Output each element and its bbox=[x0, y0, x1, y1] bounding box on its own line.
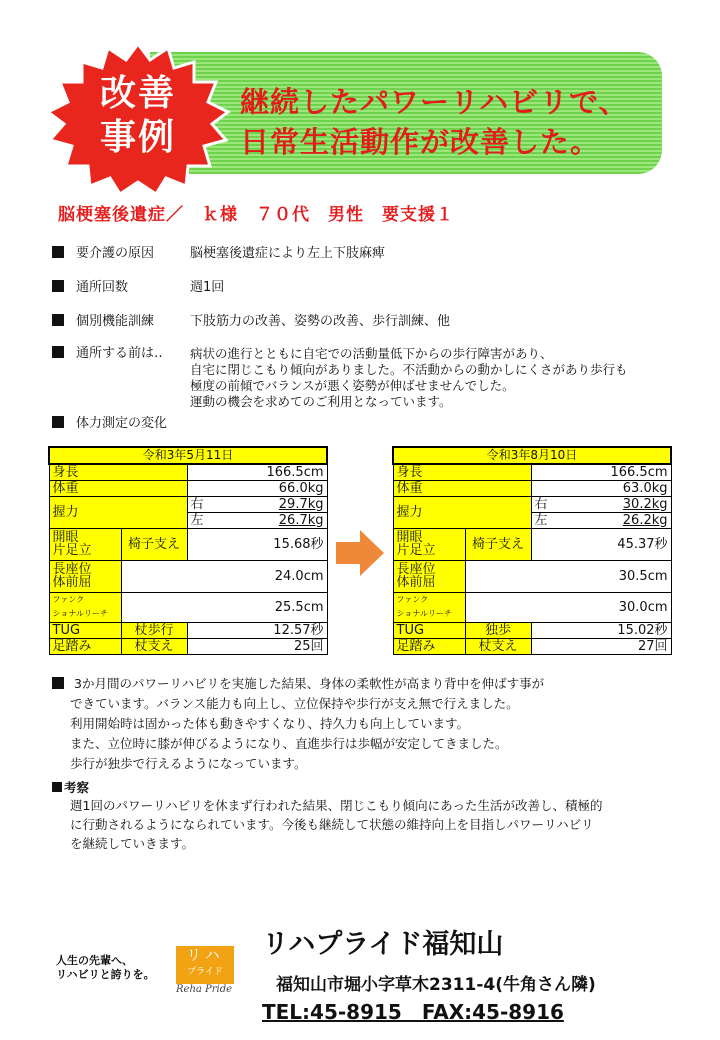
contact-phone-fax: TEL:45-8915 FAX:45-8916 bbox=[262, 1000, 564, 1024]
info-value: 週1回 bbox=[190, 280, 225, 295]
info-label: 要介護の原因 bbox=[76, 246, 155, 261]
paragraph-line: 歩行が独歩で行えるようになっています。 bbox=[70, 756, 307, 771]
value-height: 166.5cm bbox=[187, 464, 327, 480]
value-one-leg: 45.37秒 bbox=[531, 528, 671, 560]
label-line: 体前屈 bbox=[396, 575, 436, 590]
improvement-badge bbox=[40, 40, 236, 196]
value-sit-reach: 24.0cm bbox=[121, 560, 327, 592]
label-line: ファンク bbox=[52, 595, 85, 604]
slogan bbox=[56, 954, 155, 982]
paragraph-line: できています。バランス能力も向上し、立位保持や歩行が支え無で行えました。 bbox=[70, 696, 519, 711]
badge-line-2: 事例 bbox=[99, 117, 176, 158]
logo-signature: Reha Pride bbox=[176, 984, 233, 995]
label-line: 長座位 bbox=[396, 562, 436, 577]
info-value: 脳梗塞後遺症により左上下肢麻痺 bbox=[190, 246, 386, 261]
value-functional-reach: 30.0cm bbox=[465, 592, 671, 622]
row-label-height: 身長 bbox=[393, 464, 531, 480]
tug-aid: 独歩 bbox=[465, 622, 531, 638]
row-label-grip: 握力 bbox=[49, 496, 187, 528]
grip-right-label: 右 bbox=[190, 496, 204, 512]
grip-left-value: 26.7kg bbox=[278, 512, 324, 528]
label-line: 開眼 bbox=[396, 530, 423, 545]
row-label-weight: 体重 bbox=[49, 480, 187, 496]
value-sit-reach: 30.5cm bbox=[465, 560, 671, 592]
value-weight: 63.0kg bbox=[531, 480, 671, 496]
measurement-table-before bbox=[48, 446, 328, 655]
bullet-icon bbox=[52, 280, 64, 292]
row-label-sit-reach bbox=[49, 560, 121, 592]
badge-text bbox=[40, 72, 236, 160]
bullet-icon bbox=[52, 346, 64, 358]
chair-support: 椅子支え bbox=[121, 528, 187, 560]
value-grip-left bbox=[531, 512, 671, 528]
label-line: 開眼 bbox=[52, 530, 79, 545]
bullet-icon bbox=[52, 246, 64, 258]
value-step: 27回 bbox=[531, 638, 671, 654]
info-label: 通所する前は‥ bbox=[76, 346, 163, 361]
bullet-icon bbox=[52, 677, 64, 689]
slogan-line: 人生の先輩へ、 bbox=[56, 954, 133, 967]
info-value: 下肢筋力の改善、姿勢の改善、歩行訓練、他 bbox=[190, 314, 451, 329]
table-date: 令和3年8月10日 bbox=[393, 447, 671, 464]
row-label-functional-reach bbox=[393, 592, 465, 622]
value-tug: 12.57秒 bbox=[187, 622, 327, 638]
logo-line-1: リハ bbox=[186, 946, 224, 964]
value-one-leg: 15.68秒 bbox=[187, 528, 327, 560]
label-line: 長座位 bbox=[52, 562, 92, 577]
label-line: 片足立 bbox=[396, 543, 436, 558]
paragraph-line: 3か月間のパワーリハビリを実施した結果、身体の柔軟性が高まり背中を伸ばす事が bbox=[74, 676, 545, 691]
info-row-training bbox=[52, 314, 188, 330]
badge-line-1: 改善 bbox=[99, 73, 176, 114]
paragraph-line: 極度の前傾でバランスが悪く姿勢が伸ばせませんでした。 bbox=[190, 378, 515, 393]
paragraph-line: 週1回のパワーリハビリを休まず行われた結果、閉じこもり傾向にあった生活が改善し、積極的 bbox=[70, 798, 603, 813]
paragraph-line: 運動の機会を求めてのご利用となっています。 bbox=[190, 394, 452, 409]
consideration-title: 考察 bbox=[64, 780, 90, 795]
info-row-frequency bbox=[52, 280, 188, 296]
bullet-icon bbox=[52, 782, 62, 792]
label-line: ショナルリーチ bbox=[396, 609, 452, 618]
headline-line-1: 継続したパワーリハビリで、 bbox=[240, 85, 629, 119]
result-first-line bbox=[52, 674, 544, 694]
case-subtitle: 脳梗塞後遺症／ ｋ様 ７０代 男性 要支援１ bbox=[58, 205, 454, 225]
row-label-one-leg bbox=[393, 528, 465, 560]
bullet-icon bbox=[52, 314, 64, 326]
row-label-tug: TUG bbox=[49, 622, 121, 638]
headline bbox=[240, 82, 660, 162]
row-label-height: 身長 bbox=[49, 464, 187, 480]
value-weight: 66.0kg bbox=[187, 480, 327, 496]
row-label-step: 足踏み bbox=[393, 638, 465, 654]
chair-support: 椅子支え bbox=[465, 528, 531, 560]
row-label-step: 足踏み bbox=[49, 638, 121, 654]
company-logo bbox=[176, 946, 234, 984]
result-paragraph bbox=[52, 674, 544, 774]
tug-aid: 杖歩行 bbox=[121, 622, 187, 638]
label-line: 片足立 bbox=[52, 543, 92, 558]
section-title: 体力測定の変化 bbox=[76, 416, 168, 431]
info-row-cause bbox=[52, 246, 188, 262]
paragraph-line: 自宅に閉じこもり傾向がありました。不活動からの動かしにくさがあり歩行も bbox=[190, 362, 628, 377]
company-name: リハプライド福知山 bbox=[262, 929, 504, 960]
row-label-grip: 握力 bbox=[393, 496, 531, 528]
headline-line-2: 日常生活動作が改善した。 bbox=[240, 125, 601, 159]
bullet-icon bbox=[52, 416, 64, 428]
company-address: 福知山市堀小字草木2311-4(牛角さん隣) bbox=[276, 975, 596, 995]
paragraph-line: に行動されるようになられています。今後も継続して状態の維持向上を目指しパワーリハビリ bbox=[70, 817, 594, 832]
logo-line-2: プライド bbox=[187, 967, 223, 977]
value-height: 166.5cm bbox=[531, 464, 671, 480]
grip-left-label: 左 bbox=[534, 512, 548, 528]
row-label-one-leg bbox=[49, 528, 121, 560]
fitness-section-heading bbox=[52, 412, 167, 431]
info-label: 通所回数 bbox=[76, 280, 129, 295]
row-label-weight: 体重 bbox=[393, 480, 531, 496]
value-functional-reach: 25.5cm bbox=[121, 592, 327, 622]
value-grip-left bbox=[187, 512, 327, 528]
grip-left-label: 左 bbox=[190, 512, 204, 528]
row-label-sit-reach bbox=[393, 560, 465, 592]
label-line: ファンク bbox=[396, 595, 429, 604]
grip-right-value: 29.7kg bbox=[278, 496, 324, 512]
consideration-paragraph bbox=[70, 796, 602, 853]
measurement-table-after bbox=[392, 446, 672, 655]
label-line: 体前屈 bbox=[52, 575, 92, 590]
consideration-heading bbox=[52, 778, 89, 796]
paragraph-line: また、立位時に膝が伸びるようになり、直進歩行は歩幅が安定してきました。 bbox=[70, 736, 508, 751]
slogan-line: リハビリと誇りを。 bbox=[56, 968, 155, 981]
label-line: ショナルリーチ bbox=[52, 609, 108, 618]
value-grip-right bbox=[531, 496, 671, 512]
grip-right-label: 右 bbox=[534, 496, 548, 512]
value-step: 25回 bbox=[187, 638, 327, 654]
grip-left-value: 26.2kg bbox=[622, 512, 668, 528]
before-paragraph bbox=[190, 346, 628, 410]
row-label-functional-reach bbox=[49, 592, 121, 622]
row-label-tug: TUG bbox=[393, 622, 465, 638]
arrow-right-icon bbox=[336, 530, 384, 576]
paragraph-line: を継続していきます。 bbox=[70, 836, 195, 851]
step-aid: 杖支え bbox=[465, 638, 531, 654]
info-row-before bbox=[52, 346, 188, 362]
info-label: 個別機能訓練 bbox=[76, 314, 155, 329]
paragraph-line: 病状の進行とともに自宅での活動量低下からの歩行障害があり、 bbox=[190, 346, 553, 361]
grip-right-value: 30.2kg bbox=[622, 496, 668, 512]
value-grip-right bbox=[187, 496, 327, 512]
value-tug: 15.02秒 bbox=[531, 622, 671, 638]
table-date: 令和3年5月11日 bbox=[49, 447, 327, 464]
paragraph-line: 利用開始時は固かった体も動きやすくなり、持久力も向上しています。 bbox=[70, 716, 470, 731]
step-aid: 杖支え bbox=[121, 638, 187, 654]
